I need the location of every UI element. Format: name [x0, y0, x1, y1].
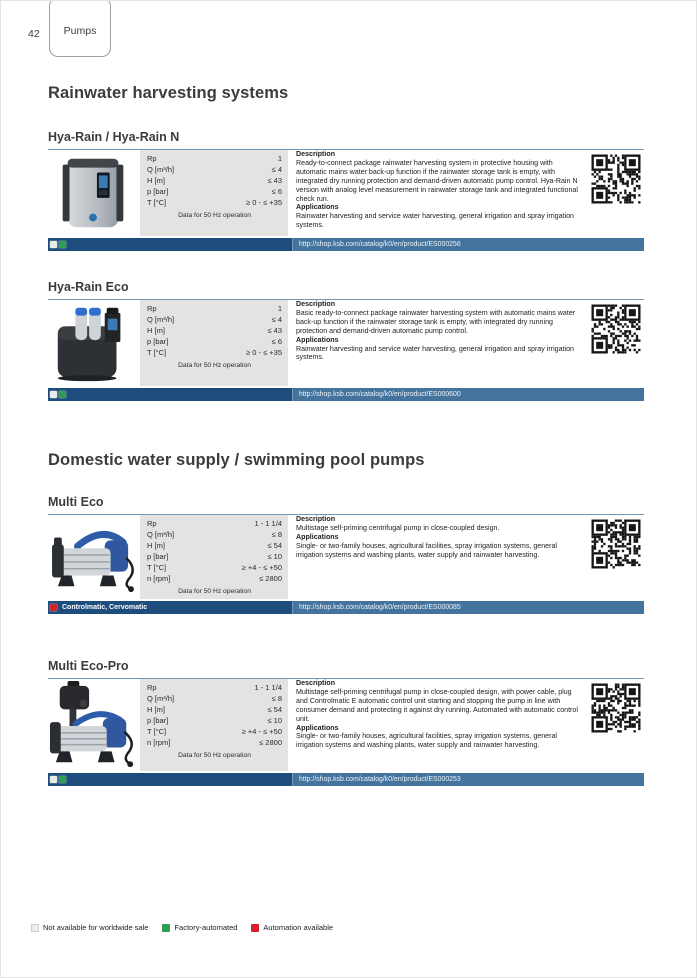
- product-title-hya-rain-eco: Hya-Rain Eco: [48, 280, 129, 294]
- qr-cell: [586, 150, 644, 236]
- description-label: Description: [296, 300, 336, 308]
- spec-row: Q [m³/h] ≤ 4: [147, 165, 282, 174]
- spec-row: H [m] ≤ 54: [147, 705, 282, 714]
- product-url-link[interactable]: http://shop.ksb.com/catalog/k0/en/product/ES000253: [299, 776, 461, 783]
- legend-label: Factory-automated: [174, 923, 238, 932]
- spec-row: p [bar] ≤ 6: [147, 187, 282, 196]
- specs-table: [140, 150, 288, 236]
- product-block-hya-rain-eco: [48, 300, 644, 386]
- spec-note: Data for 50 Hz operation: [178, 752, 251, 759]
- tab-pumps: [49, 0, 111, 57]
- description-text: Multistage self-priming centrifugal pump in close-coupled design, with power cable, plug and Controlmatic E automatic control unit starting and stopping the pump in line with consumer demand and protecting it against dry running. Automated with automatic control unit.: [296, 687, 578, 723]
- legend-swatch-green: [162, 924, 170, 932]
- badge-not-worldwide: [50, 776, 57, 783]
- applications-text: Single- or two-family houses, agricultural facilities, spray irrigation systems, general irrigation systems and washing plants, water supply and rainwater harvesting.: [296, 732, 557, 750]
- url-strip: [292, 601, 644, 614]
- product-image-multi-eco: [48, 515, 140, 599]
- product-image-hya-rain: [48, 150, 140, 236]
- applications-label: Applications: [296, 335, 339, 344]
- qr-code: [588, 516, 644, 572]
- description-text: Basic ready-to-connect package rainwater harvesting system with automatic mains water back-up function if the rainwater storage tank is empty, with integrated dry running protection and demand-driven automatic pump control.: [296, 308, 576, 335]
- spec-row: p [bar] ≤ 10: [147, 552, 282, 561]
- product-link-bar: [48, 773, 644, 786]
- badge-automation-available: [50, 604, 57, 611]
- spec-row: Rp 1: [147, 304, 282, 313]
- product-block-multi-eco: [48, 515, 644, 599]
- legend-label: Not available for worldwide sale: [43, 923, 149, 932]
- badge-strip: [48, 601, 292, 614]
- applications-label: Applications: [296, 532, 339, 541]
- legend-label: Automation available: [263, 923, 334, 932]
- description-text: Multistage self-priming centrifugal pump in close-coupled design.: [296, 523, 500, 532]
- product-description: [296, 300, 578, 386]
- specs-table: [140, 300, 288, 386]
- product-image-multi-eco-pro: [48, 679, 140, 771]
- spec-row: Q [m³/h] ≤ 8: [147, 530, 282, 539]
- spec-row: Rp 1: [147, 154, 282, 163]
- spec-note: Data for 50 Hz operation: [178, 362, 251, 369]
- qr-cell: [586, 679, 644, 771]
- description-label: Description: [296, 150, 336, 158]
- spec-row: n [rpm] ≤ 2800: [147, 738, 282, 747]
- automation-products-label: Controlmatic, Cervomatic: [62, 604, 148, 611]
- spec-row: Rp 1 - 1 1/4: [147, 683, 282, 692]
- hya-rain-illustration: [48, 152, 138, 236]
- product-description: [296, 679, 578, 771]
- spec-note: Data for 50 Hz operation: [178, 212, 251, 219]
- spec-row: T [°C] ≥ 0 - ≤ +35: [147, 348, 282, 357]
- product-url-link[interactable]: http://shop.ksb.com/catalog/k0/en/product/ES000256: [299, 241, 461, 248]
- product-image-hya-rain-eco: [48, 300, 140, 386]
- specs-table: [140, 515, 288, 599]
- section-title-domestic: Domestic water supply / swimming pool pumps: [48, 451, 425, 469]
- product-title-multi-eco: Multi Eco: [48, 495, 104, 509]
- qr-cell: [586, 515, 644, 599]
- qr-code: [588, 151, 644, 207]
- legend: [31, 923, 347, 932]
- product-link-bar: [48, 601, 644, 614]
- applications-text: Single- or two-family houses, agricultural facilities, spray irrigation systems, general irrigation systems and washing plants, water supply and rainwater harvesting.: [296, 541, 557, 559]
- qr-code: [588, 301, 644, 357]
- page-number: 42: [28, 28, 40, 40]
- badge-not-worldwide: [50, 241, 57, 248]
- specs-table: [140, 679, 288, 771]
- legend-item-factory-automated: [162, 923, 237, 932]
- product-description: [296, 150, 578, 236]
- spec-row: p [bar] ≤ 10: [147, 716, 282, 725]
- product-link-bar: [48, 388, 644, 401]
- multi-eco-pro-illustration: [48, 681, 138, 771]
- spec-row: T [°C] ≥ +4 - ≤ +50: [147, 727, 282, 736]
- applications-text: Rainwater harvesting and service water harvesting, general irrigation and spray irrigation systems.: [296, 212, 574, 230]
- badge-strip: [48, 388, 292, 401]
- spec-row: Q [m³/h] ≤ 8: [147, 694, 282, 703]
- spec-row: T [°C] ≥ +4 - ≤ +50: [147, 563, 282, 572]
- legend-item-not-worldwide: [31, 923, 148, 932]
- url-strip: [292, 388, 644, 401]
- badge-factory-automated: [59, 391, 66, 398]
- spec-row: H [m] ≤ 54: [147, 541, 282, 550]
- product-link-bar: [48, 238, 644, 251]
- badge-not-worldwide: [50, 391, 57, 398]
- product-description: [296, 515, 578, 599]
- spec-note: Data for 50 Hz operation: [178, 588, 251, 595]
- spec-row: T [°C] ≥ 0 - ≤ +35: [147, 198, 282, 207]
- description-label: Description: [296, 679, 336, 687]
- tab-label: Pumps: [63, 25, 97, 37]
- content: [48, 59, 644, 786]
- hya-rain-eco-illustration: [48, 302, 138, 386]
- badge-strip: [48, 773, 292, 786]
- applications-text: Rainwater harvesting and service water harvesting, general irrigation and spray irrigation systems.: [296, 344, 574, 362]
- badge-factory-automated: [59, 241, 66, 248]
- product-title-hya-rain: Hya-Rain / Hya-Rain N: [48, 130, 180, 144]
- spec-row: p [bar] ≤ 6: [147, 337, 282, 346]
- url-strip: [292, 238, 644, 251]
- product-url-link[interactable]: http://shop.ksb.com/catalog/k0/en/product/ES000600: [299, 391, 461, 398]
- product-title-multi-eco-pro: Multi Eco-Pro: [48, 659, 129, 673]
- section-title-rainwater: Rainwater harvesting systems: [48, 84, 289, 102]
- legend-swatch-red: [251, 924, 259, 932]
- badge-strip: [48, 238, 292, 251]
- url-strip: [292, 773, 644, 786]
- description-text: Ready-to-connect package rainwater harvesting system in protective housing with automatic mains water back-up function if the rainwater storage tank is empty, with integrated dry running protection and demand-driven automatic pump control. Hya-Rain N version with analog level measurement in rainwater storage tank and integrated functional check run.: [296, 158, 578, 203]
- spec-row: Rp 1 - 1 1/4: [147, 519, 282, 528]
- applications-label: Applications: [296, 203, 339, 212]
- applications-label: Applications: [296, 723, 339, 732]
- spec-row: Q [m³/h] ≤ 4: [147, 315, 282, 324]
- spec-row: H [m] ≤ 43: [147, 326, 282, 335]
- spec-row: H [m] ≤ 43: [147, 176, 282, 185]
- legend-item-automation-available: [251, 923, 333, 932]
- legend-swatch-gray: [31, 924, 39, 932]
- product-url-link[interactable]: http://shop.ksb.com/catalog/k0/en/product/ES000085: [299, 604, 461, 611]
- spec-row: n [rpm] ≤ 2800: [147, 574, 282, 583]
- product-block-hya-rain: [48, 150, 644, 236]
- badge-factory-automated: [59, 776, 66, 783]
- qr-cell: [586, 300, 644, 386]
- qr-code: [588, 680, 644, 736]
- product-block-multi-eco-pro: [48, 679, 644, 771]
- multi-eco-illustration: [48, 517, 138, 595]
- description-label: Description: [296, 515, 336, 523]
